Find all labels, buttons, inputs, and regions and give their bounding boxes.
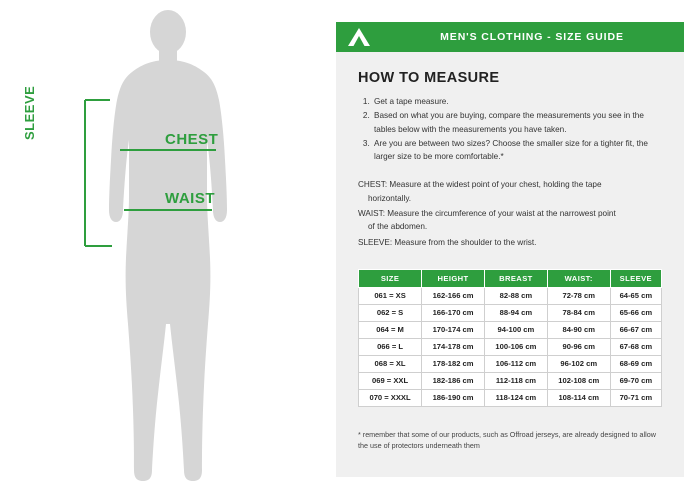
- cell-breast: 88-94 cm: [484, 304, 547, 321]
- measurement-definitions: [358, 178, 662, 248]
- cell-breast: 106-112 cm: [484, 355, 547, 372]
- cell-waist: 72-78 cm: [547, 287, 610, 304]
- definition-chest: [358, 178, 662, 205]
- card-body: [336, 52, 684, 407]
- definition-term: CHEST:: [358, 180, 388, 190]
- definition-term: SLEEVE:: [358, 237, 393, 247]
- card-title: MEN'S CLOTHING - SIZE GUIDE: [440, 31, 624, 43]
- definition-waist: [358, 207, 662, 234]
- cell-sleeve: 70-71 cm: [610, 389, 661, 406]
- chest-measure-label: CHEST: [165, 131, 219, 148]
- cell-size: 069 = XXL: [359, 372, 422, 389]
- cell-height: 162-166 cm: [422, 287, 485, 304]
- triangle-a-logo-icon: [342, 22, 376, 52]
- column-header-sleeve: SLEEVE: [610, 269, 661, 287]
- cell-breast: 82-88 cm: [484, 287, 547, 304]
- table-row: [359, 338, 662, 355]
- cell-sleeve: 68-69 cm: [610, 355, 661, 372]
- how-to-measure-steps: [358, 95, 662, 163]
- cell-height: 174-178 cm: [422, 338, 485, 355]
- cell-sleeve: 65-66 cm: [610, 304, 661, 321]
- waist-measure-label: WAIST: [165, 190, 215, 207]
- cell-height: 178-182 cm: [422, 355, 485, 372]
- definition-text: Measure at the widest point of your chest, holding the tape: [389, 180, 602, 190]
- definition-text: Measure from the shoulder to the wrist.: [394, 237, 537, 247]
- cell-height: 166-170 cm: [422, 304, 485, 321]
- footnote-text: * remember that some of our products, such as Offroad jerseys, are already designed to allow the use of protectors underneath them: [358, 429, 656, 451]
- cell-size: 066 = L: [359, 338, 422, 355]
- footnote: [336, 429, 684, 452]
- table-header-row: [359, 269, 662, 287]
- size-guide-card: [336, 22, 684, 477]
- definition-sleeve: [358, 236, 662, 249]
- column-header-waist: WAIST:: [547, 269, 610, 287]
- card-header: [336, 22, 684, 52]
- cell-breast: 118-124 cm: [484, 389, 547, 406]
- cell-breast: 112-118 cm: [484, 372, 547, 389]
- column-header-breast: BREAST: [484, 269, 547, 287]
- column-header-size: SIZE: [359, 269, 422, 287]
- definition-text: Measure the circumference of your waist at the narrowest point: [387, 208, 616, 218]
- list-item: 2. Based on what you are buying, compare the measurements you see in the tables below with the measurements you have taken.: [372, 109, 662, 136]
- list-item: 1. Get a tape measure.: [372, 95, 662, 108]
- size-table: [358, 269, 662, 407]
- cell-sleeve: 64-65 cm: [610, 287, 661, 304]
- cell-size: 068 = XL: [359, 355, 422, 372]
- cell-breast: 100-106 cm: [484, 338, 547, 355]
- cell-sleeve: 66-67 cm: [610, 321, 661, 338]
- sleeve-measure-label: SLEEVE: [22, 85, 37, 140]
- section-title-how-to-measure: HOW TO MEASURE: [358, 70, 500, 86]
- column-header-height: HEIGHT: [422, 269, 485, 287]
- cell-size: 064 = M: [359, 321, 422, 338]
- measurement-lines: [0, 0, 336, 495]
- table-row: [359, 372, 662, 389]
- list-item: 3. Are you are between two sizes? Choose the smaller size for a tighter fit, the larger size to be more comfortable.*: [372, 137, 662, 164]
- cell-waist: 84-90 cm: [547, 321, 610, 338]
- cell-height: 186-190 cm: [422, 389, 485, 406]
- cell-size: 062 = S: [359, 304, 422, 321]
- cell-height: 170-174 cm: [422, 321, 485, 338]
- definition-text-cont: horizontally.: [368, 193, 412, 203]
- table-row: [359, 355, 662, 372]
- cell-sleeve: 69-70 cm: [610, 372, 661, 389]
- table-row: [359, 321, 662, 338]
- cell-waist: 78-84 cm: [547, 304, 610, 321]
- cell-waist: 102-108 cm: [547, 372, 610, 389]
- table-row: [359, 304, 662, 321]
- figure-panel: [0, 0, 336, 495]
- cell-size: 061 = XS: [359, 287, 422, 304]
- table-row: [359, 389, 662, 406]
- definition-term: WAIST:: [358, 208, 385, 218]
- cell-sleeve: 67-68 cm: [610, 338, 661, 355]
- cell-breast: 94-100 cm: [484, 321, 547, 338]
- cell-height: 182-186 cm: [422, 372, 485, 389]
- definition-text-cont: of the abdomen.: [368, 222, 428, 232]
- size-table-wrapper: [358, 269, 662, 407]
- cell-waist: 108-114 cm: [547, 389, 610, 406]
- table-row: [359, 287, 662, 304]
- cell-waist: 96-102 cm: [547, 355, 610, 372]
- cell-waist: 90-96 cm: [547, 338, 610, 355]
- cell-size: 070 = XXXL: [359, 389, 422, 406]
